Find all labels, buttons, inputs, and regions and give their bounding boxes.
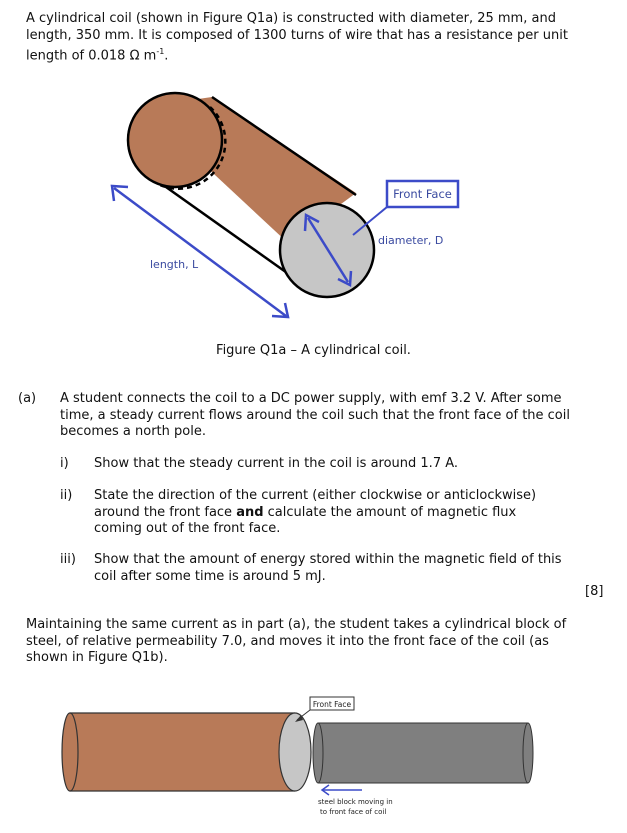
part-ii-number: ii)	[60, 488, 73, 503]
question-a-text: A student connects the coil to a DC power supply, with emf 3.2 V. After some time, a steady current flows around the coil such that the front face of the coil becomes a north pole.	[60, 391, 570, 439]
part-iii-text: Show that the amount of energy stored within the magnetic field of this coil after some time is around 5 mJ.	[94, 552, 562, 584]
figure-q1a	[0, 0, 627, 340]
intro-text: A cylindrical coil (shown in Figure Q1a) is constructed with diameter, 25 mm, and length, 350 mm. It is composed of 1300 turns of wire that has a resistance per unit length of 0.018 Ω m	[26, 11, 568, 64]
coil-q1b-front-face	[279, 713, 311, 791]
part-ii-text-after: calculate the amount of magnetic flux coming out of the front face.	[94, 504, 517, 536]
diameter-label: diameter, D	[378, 234, 444, 247]
figure-q1a-caption: Figure Q1a – A cylindrical coil.	[216, 343, 411, 358]
part-ii-bold: and	[236, 504, 264, 520]
part-i-number: i)	[60, 456, 69, 471]
part-ii-text-before: State the direction of the current (either clockwise or anticlockwise) around the front face	[94, 488, 537, 520]
intro-end: .	[164, 48, 169, 64]
moving-label-line1: steel block moving in	[318, 798, 393, 806]
q1b-front-face-label: Front Face	[312, 700, 352, 709]
paragraph-2: Maintaining the same current as in part (a), the student takes a cylindrical block of steel, of relative permeability 7.0, and moves it into the front face of the coil (as shown in Figure Q1b).	[26, 617, 567, 665]
length-label: length, L	[150, 258, 199, 271]
steel-block-right-end	[523, 723, 533, 783]
intro-superscript: -1	[156, 47, 165, 56]
moving-label-line2: to front face of coil	[320, 808, 387, 816]
coil-back-end	[128, 93, 222, 187]
coil-q1b-body	[70, 713, 295, 791]
figure-q1b	[0, 693, 627, 833]
part-iii-number: iii)	[60, 552, 76, 567]
part-ii-text	[94, 488, 564, 538]
question-a-label: (a)	[18, 391, 37, 406]
marks-label: [8]	[585, 584, 604, 599]
coil-q1b-back-end	[62, 713, 78, 791]
steel-block-body	[318, 723, 528, 783]
part-i-text: Show that the steady current in the coil is around 1.7 A.	[94, 456, 459, 471]
steel-block-left-end	[313, 723, 323, 783]
front-face-label: Front Face	[393, 187, 452, 201]
